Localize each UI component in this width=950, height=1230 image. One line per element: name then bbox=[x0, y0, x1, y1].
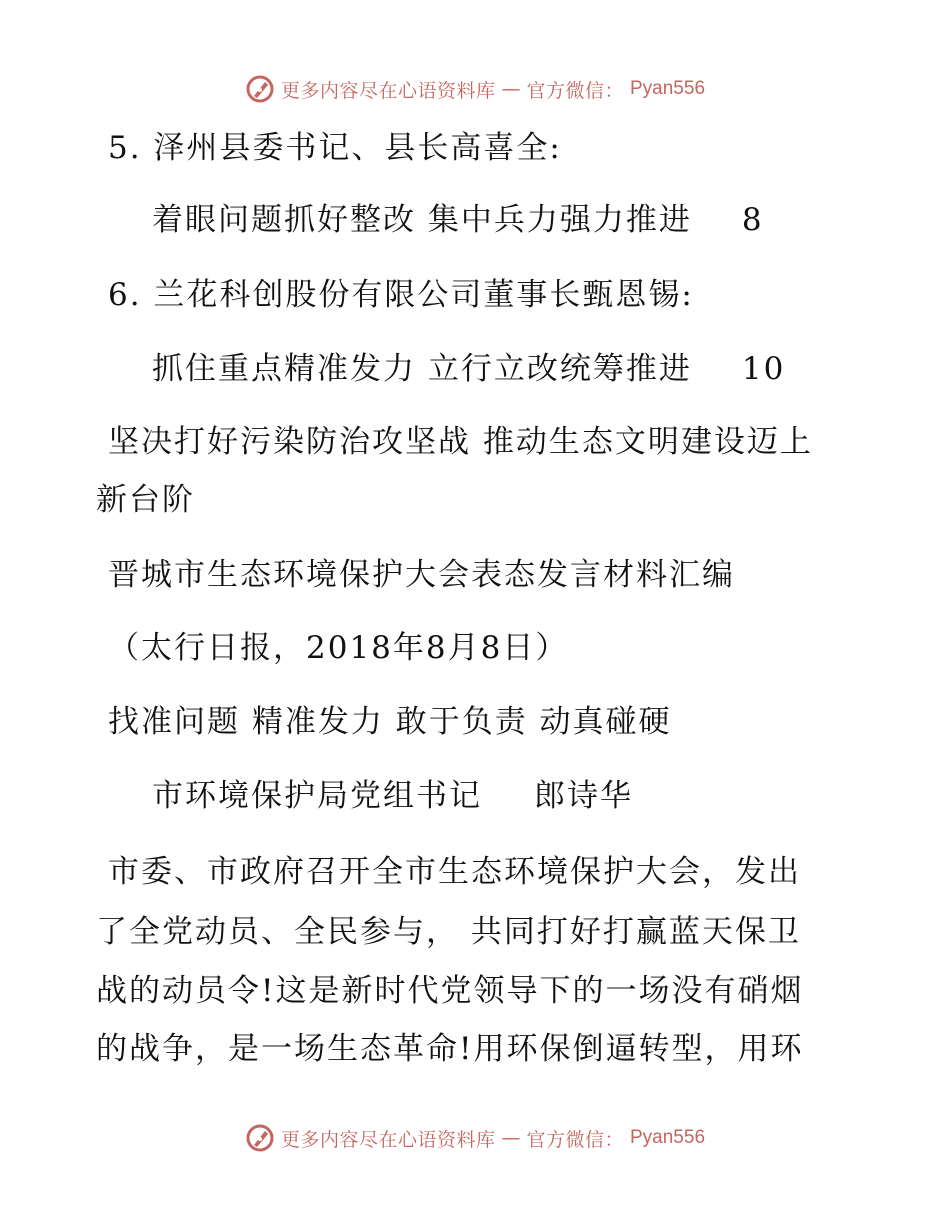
main-heading-line2: 新台阶 bbox=[96, 482, 195, 518]
watermark-separator: — bbox=[501, 1127, 521, 1149]
toc-item-5: 5. 泽州县委书记、县长高喜全: bbox=[108, 130, 562, 166]
pen-circle-icon bbox=[245, 1123, 275, 1153]
toc-item-6-title: 抓住重点精准发力 立行立改统筹推进 bbox=[152, 351, 692, 387]
watermark-text: 更多内容尽在心语资料库 bbox=[280, 1128, 496, 1151]
watermark-text: 更多内容尽在心语资料库 bbox=[280, 79, 496, 102]
toc-item-5-subtitle bbox=[152, 202, 764, 238]
body-line-4: 的战争，是一场生态革命!用环保倒逼转型，用环 bbox=[96, 1031, 804, 1067]
toc-item-6-subtitle bbox=[152, 351, 786, 387]
pen-circle-icon bbox=[245, 74, 275, 104]
watermark-id: Pyan556 bbox=[630, 1127, 706, 1148]
article-author bbox=[152, 778, 633, 814]
toc-item-6-page: 10 bbox=[741, 351, 786, 387]
source-citation: （太行日报，2018年8月8日） bbox=[108, 630, 569, 666]
toc-item-5-title: 着眼问题抓好整改 集中兵力强力推进 bbox=[152, 202, 692, 238]
body-line-2: 了全党动员、全民参与， 共同打好打赢蓝天保卫 bbox=[96, 914, 801, 950]
main-heading-line1: 坚决打好污染防治攻坚战 推动生态文明建设迈上 bbox=[108, 424, 813, 460]
author-title: 市环境保护局党组书记 bbox=[152, 778, 482, 814]
author-name: 郎诗华 bbox=[534, 778, 633, 814]
body-line-1: 市委、市政府召开全市生态环境保护大会，发出 bbox=[108, 854, 801, 890]
watermark-label: 官方微信： bbox=[526, 79, 624, 102]
body-line-3: 战的动员令!这是新时代党领导下的一场没有硝烟 bbox=[96, 973, 804, 1009]
article-title: 找准问题 精准发力 敢于负责 动真碰硬 bbox=[108, 704, 672, 740]
toc-item-5-page: 8 bbox=[741, 202, 764, 238]
compilation-subtitle: 晋城市生态环境保护大会表态发言材料汇编 bbox=[108, 557, 735, 593]
watermark-id: Pyan556 bbox=[630, 78, 706, 99]
toc-item-6: 6. 兰花科创股份有限公司董事长甄恩锡: bbox=[108, 277, 694, 313]
footer-watermark bbox=[0, 1123, 950, 1153]
watermark-separator: — bbox=[501, 78, 521, 100]
watermark-label: 官方微信： bbox=[526, 1128, 624, 1151]
header-watermark bbox=[0, 74, 950, 104]
